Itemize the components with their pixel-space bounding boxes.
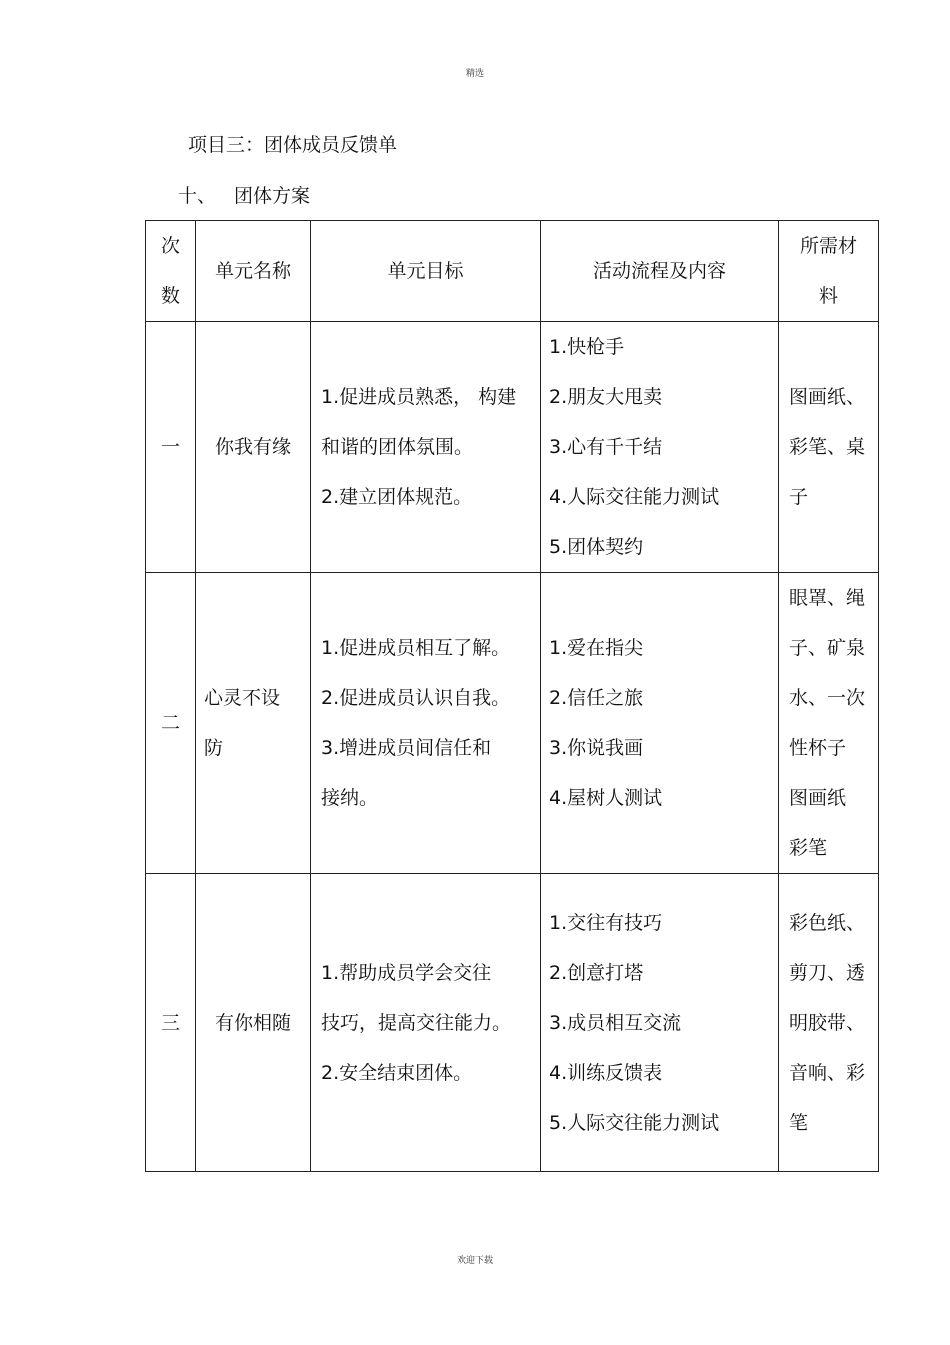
header-seq-line: 数 bbox=[160, 285, 180, 307]
activity-item: 5.人际交往能力测试 bbox=[549, 1111, 720, 1134]
goal-line: 2.建立团体规范。 bbox=[321, 486, 473, 508]
material-line: 明胶带、 bbox=[789, 1011, 866, 1034]
activity-item: 3.成员相互交流 bbox=[549, 1011, 682, 1034]
goal-line: 1.促进成员相互了解。 bbox=[321, 637, 511, 659]
activity-item: 3.你说我画 bbox=[549, 737, 644, 759]
material-line: 彩笔 bbox=[789, 837, 828, 859]
row-unit-name bbox=[196, 874, 311, 1172]
material-line: 图画纸 bbox=[789, 787, 847, 809]
footer-watermark: 欢迎下载 bbox=[456, 1256, 493, 1266]
activity-item: 2.信任之旅 bbox=[549, 687, 644, 709]
unit-name-line: 防 bbox=[204, 737, 224, 759]
activity-item: 3.心有千千结 bbox=[549, 436, 663, 458]
material-line: 眼罩、绳 bbox=[789, 587, 866, 609]
goal-line: 1.帮助成员学会交往 bbox=[321, 961, 492, 984]
goal-line: 2.促进成员认识自我。 bbox=[321, 687, 511, 709]
row-activity-flow bbox=[541, 322, 779, 573]
row-seq: 一 bbox=[146, 322, 196, 573]
unit-name-line: 有你相随 bbox=[214, 1011, 291, 1034]
row-materials bbox=[779, 573, 879, 874]
material-line: 水、一次 bbox=[789, 687, 866, 709]
activity-item: 4.训练反馈表 bbox=[549, 1061, 663, 1084]
header-materials-line: 料 bbox=[818, 285, 838, 307]
material-line: 性杯子 bbox=[789, 737, 847, 759]
row-activity-flow bbox=[541, 573, 779, 874]
row-unit-name bbox=[196, 573, 311, 874]
row-seq: 二 bbox=[146, 573, 196, 874]
activity-item: 4.屋树人测试 bbox=[549, 787, 663, 809]
row-seq: 三 bbox=[146, 874, 196, 1172]
row-unit-name bbox=[196, 322, 311, 573]
material-line: 子 bbox=[789, 486, 809, 508]
section-title: 团体方案 bbox=[234, 185, 311, 207]
material-line: 笔 bbox=[789, 1111, 809, 1134]
material-line: 彩色纸、 bbox=[789, 911, 866, 934]
goal-line: 3.增进成员间信任和 bbox=[321, 737, 492, 759]
group-plan-table bbox=[145, 220, 879, 1172]
activity-item: 4.人际交往能力测试 bbox=[549, 486, 720, 508]
unit-name-line: 心灵不设 bbox=[204, 687, 281, 709]
goal-line: 2.安全结束团体。 bbox=[321, 1061, 473, 1084]
row-goals bbox=[311, 322, 541, 573]
project-title: 项目三：团体成员反馈单 bbox=[188, 134, 398, 156]
header-goal: 单元目标 bbox=[311, 221, 541, 322]
header-seq bbox=[146, 221, 196, 322]
row-goals bbox=[311, 573, 541, 874]
row-materials bbox=[779, 322, 879, 573]
table-header-row bbox=[146, 221, 879, 322]
section-number: 十、 bbox=[178, 185, 217, 207]
table-row bbox=[146, 874, 879, 1172]
goal-line: 和谐的团体氛围。 bbox=[321, 436, 474, 458]
section-heading bbox=[178, 181, 310, 208]
material-line: 子、矿泉 bbox=[789, 637, 866, 659]
material-line: 图画纸、 bbox=[789, 386, 866, 408]
unit-name-line: 你我有缘 bbox=[214, 436, 291, 458]
row-goals bbox=[311, 874, 541, 1172]
header-flow: 活动流程及内容 bbox=[541, 221, 779, 322]
material-line: 音响、彩 bbox=[789, 1061, 866, 1084]
goal-line: 1.促进成员熟悉， 构建 bbox=[321, 386, 517, 408]
table-row bbox=[146, 322, 879, 573]
activity-item: 1.快枪手 bbox=[549, 336, 625, 358]
goal-line: 技巧，提高交往能力。 bbox=[321, 1011, 512, 1034]
header-name: 单元名称 bbox=[196, 221, 311, 322]
table-row bbox=[146, 573, 879, 874]
activity-item: 2.创意打塔 bbox=[549, 961, 644, 984]
header-seq-line: 次 bbox=[160, 235, 180, 257]
header-watermark: 精选 bbox=[465, 69, 484, 79]
activity-item: 1.爱在指尖 bbox=[549, 637, 644, 659]
row-activity-flow bbox=[541, 874, 779, 1172]
row-materials bbox=[779, 874, 879, 1172]
material-line: 彩笔、桌 bbox=[789, 436, 866, 458]
activity-item: 2.朋友大甩卖 bbox=[549, 386, 663, 408]
material-line: 剪刀、透 bbox=[789, 961, 866, 984]
header-materials-line: 所需材 bbox=[799, 235, 857, 257]
goal-line: 接纳。 bbox=[321, 787, 379, 809]
header-materials bbox=[779, 221, 879, 322]
activity-item: 5.团体契约 bbox=[549, 536, 644, 558]
activity-item: 1.交往有技巧 bbox=[549, 911, 663, 934]
